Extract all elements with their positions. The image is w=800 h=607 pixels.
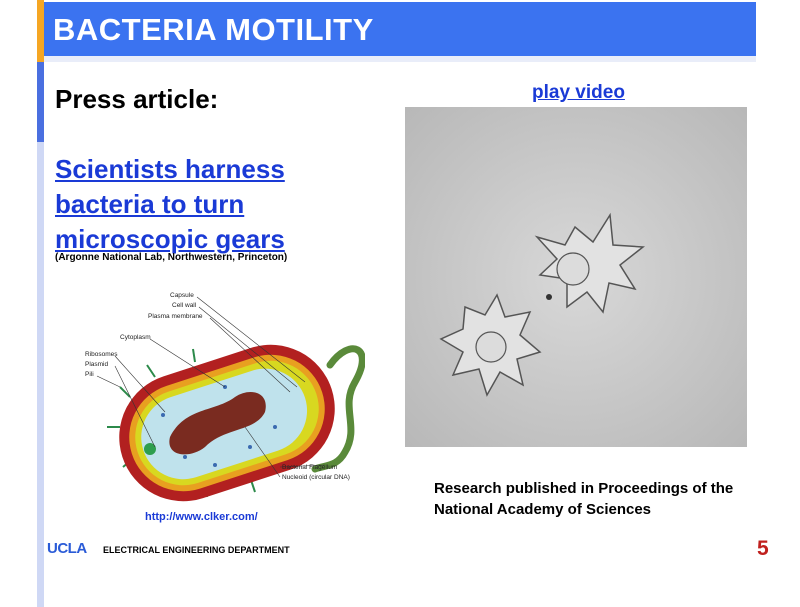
label-cell-wall: Cell wall — [172, 302, 197, 309]
label-pili: Pili — [85, 371, 94, 378]
image-credit-link[interactable]: http://www.clker.com/ — [145, 511, 258, 523]
play-video-link[interactable]: play video — [532, 82, 625, 103]
accent-bar-orange — [37, 0, 44, 62]
gears-image — [405, 107, 747, 447]
accent-bar-light — [37, 62, 44, 607]
department-name: ELECTRICAL ENGINEERING DEPARTMENT — [103, 545, 290, 555]
accent-bar-blue — [37, 62, 44, 142]
label-ribosomes: Ribosomes — [85, 351, 118, 358]
bacterium-illustration — [75, 287, 365, 507]
label-plasmid: Plasmid — [85, 361, 109, 368]
label-nucleoid: Nucleoid (circular DNA) — [282, 474, 350, 481]
article-link[interactable]: Scientists harness bacteria to turn microscopic gears — [55, 154, 285, 254]
label-plasma-membrane: Plasma membrane — [148, 313, 203, 320]
label-cytoplasm: Cytoplasm — [120, 334, 151, 341]
research-note — [434, 478, 739, 520]
ucla-logo-text: UCLA — [47, 540, 87, 557]
page-number: 5 — [757, 537, 769, 560]
press-label: Press article: — [55, 84, 219, 114]
video-still[interactable] — [405, 107, 747, 447]
research-note-text: Research published in Proceedings of the National Academy of Sciences — [434, 480, 734, 518]
slide-title: BACTERIA MOTILITY — [53, 12, 374, 47]
affiliations: (Argonne National Lab, Northwestern, Princeton) — [55, 252, 288, 263]
label-flagellum: Bacterial Flagellum — [282, 464, 338, 471]
label-capsule: Capsule — [170, 292, 194, 299]
bacterium-diagram — [75, 287, 365, 507]
title-underline — [44, 56, 756, 62]
